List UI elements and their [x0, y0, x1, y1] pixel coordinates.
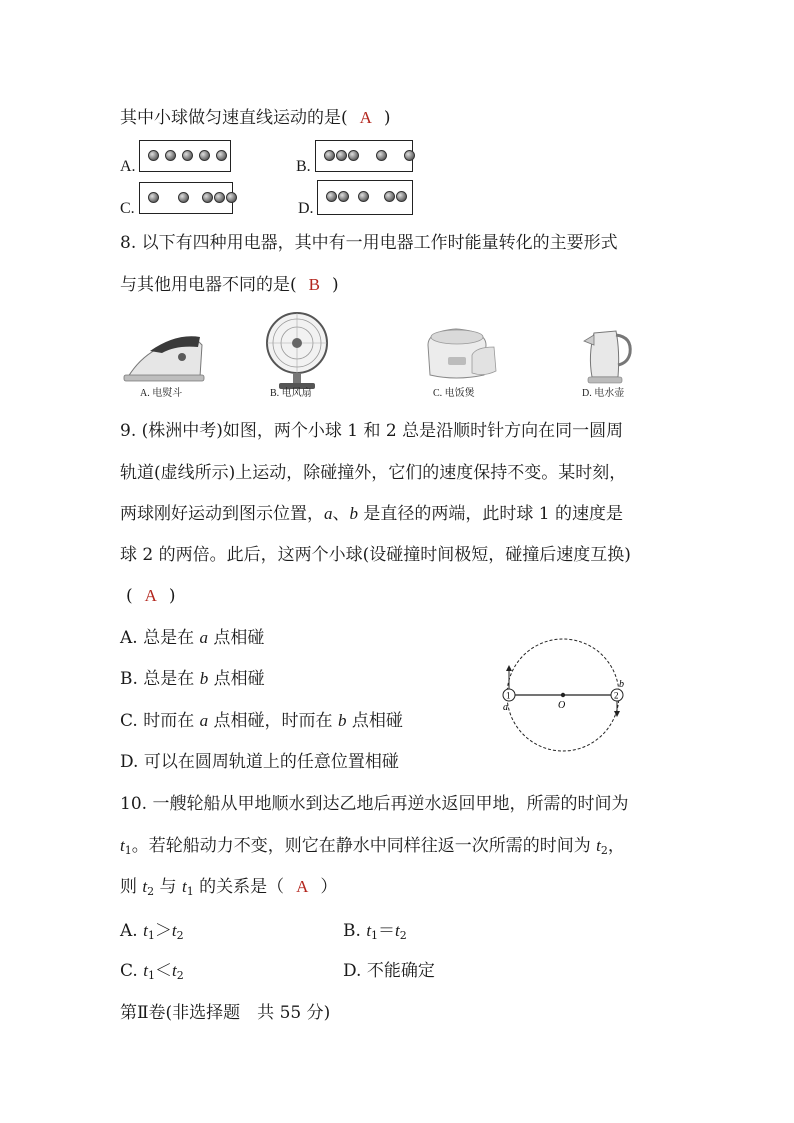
q8-caption-c: C. 电饭煲	[433, 388, 475, 399]
q9-option-d: D. 可以在圆周轨道上的任意位置相碰	[120, 752, 399, 772]
q9-line3: 两球刚好运动到图示位置，a、b 是直径的两端，此时球 1 的速度是	[120, 504, 624, 524]
q10-option-b: B. $t_1=t_2$	[343, 921, 407, 942]
q7-option-c-box	[139, 182, 233, 214]
ball-icon	[384, 191, 395, 202]
q7-stem: 其中小球做匀速直线运动的是( A )	[120, 108, 391, 128]
ball-icon	[148, 150, 159, 161]
q9-ball1-label: 1	[506, 690, 511, 701]
q9-point-b: b	[619, 679, 624, 690]
q9-option-b: B. 总是在 b 点相碰	[120, 669, 265, 689]
ball-icon	[165, 150, 176, 161]
q9-answer: A	[144, 586, 157, 605]
rice-cooker-icon	[428, 329, 496, 378]
q9-line1: 9. (株洲中考)如图，两个小球 1 和 2 总是沿顺时针方向在同一圆周	[120, 421, 624, 441]
q9-option-c: C. 时而在 a 点相碰，时而在 b 点相碰	[120, 711, 403, 731]
ball-icon	[226, 192, 237, 203]
ball-icon	[358, 191, 369, 202]
q10-line2: $t_1$。若轮船动力不变，则它在静水中同样往返一次所需的时间为 $t_2$，	[120, 836, 625, 857]
ball-icon	[338, 191, 349, 202]
q9-circle-diagram	[494, 627, 634, 767]
q7-answer: A	[359, 108, 372, 127]
q7-option-b-label: B.	[296, 158, 311, 175]
ball-icon	[396, 191, 407, 202]
ball-icon	[148, 192, 159, 203]
kettle-icon	[584, 331, 630, 383]
q10-option-c: C. $t_1<t_2$	[120, 961, 184, 982]
q9-answer-line: ( A )	[126, 586, 176, 606]
q10-answer: A	[296, 877, 309, 896]
q9-center-o: O	[558, 700, 566, 711]
ball-icon	[348, 150, 359, 161]
ball-icon	[216, 150, 227, 161]
q7-option-a-label: A.	[120, 158, 136, 175]
q9-point-a: a	[503, 702, 508, 713]
q10-option-a: A. $t_1>t_2$	[120, 921, 184, 942]
q7-option-d-label: D.	[298, 200, 314, 217]
q8-answer: B	[308, 275, 320, 294]
q8-caption-a: A. 电熨斗	[140, 388, 183, 399]
q7-option-c-label: C.	[120, 200, 135, 217]
q7-option-d-box	[317, 180, 413, 215]
q9-line2: 轨道(虚线所示)上运动，除碰撞外，它们的速度保持不变。某时刻，	[120, 463, 627, 483]
q10-option-d: D. 不能确定	[343, 961, 435, 981]
q9-option-a: A. 总是在 a 点相碰	[120, 628, 265, 648]
ball-icon	[178, 192, 189, 203]
section-heading: 第Ⅱ卷(非选择题 共 55 分)	[120, 1003, 331, 1023]
q10-line3: 则 $t_2$ 与 $t_1$ 的关系是（ A ）	[120, 877, 338, 898]
ball-icon	[202, 192, 213, 203]
q9-ball2-label: 2	[614, 690, 619, 701]
ball-icon	[336, 150, 347, 161]
fan-icon	[267, 313, 327, 389]
q10-line1: 10. 一艘轮船从甲地顺水到达乙地后再逆水返回甲地，所需的时间为	[120, 794, 629, 814]
ball-icon	[182, 150, 193, 161]
ball-icon	[376, 150, 387, 161]
q7-option-a-box	[139, 140, 231, 172]
ball-icon	[214, 192, 225, 203]
iron-icon	[124, 336, 204, 381]
q8-line1: 8. 以下有四种用电器，其中有一用电器工作时能量转化的主要形式	[120, 233, 618, 253]
ball-icon	[404, 150, 415, 161]
q8-line2: 与其他用电器不同的是( B )	[120, 275, 339, 295]
q7-option-b-box	[315, 140, 413, 172]
q8-appliances	[0, 305, 794, 415]
ball-icon	[324, 150, 335, 161]
ball-icon	[199, 150, 210, 161]
ball-icon	[326, 191, 337, 202]
q9-line4: 球 2 的两倍。此后，这两个小球(设碰撞时间极短，碰撞后速度互换)	[120, 545, 631, 565]
q8-caption-b: B. 电风扇	[270, 388, 312, 399]
q8-caption-d: D. 电水壶	[582, 388, 625, 399]
